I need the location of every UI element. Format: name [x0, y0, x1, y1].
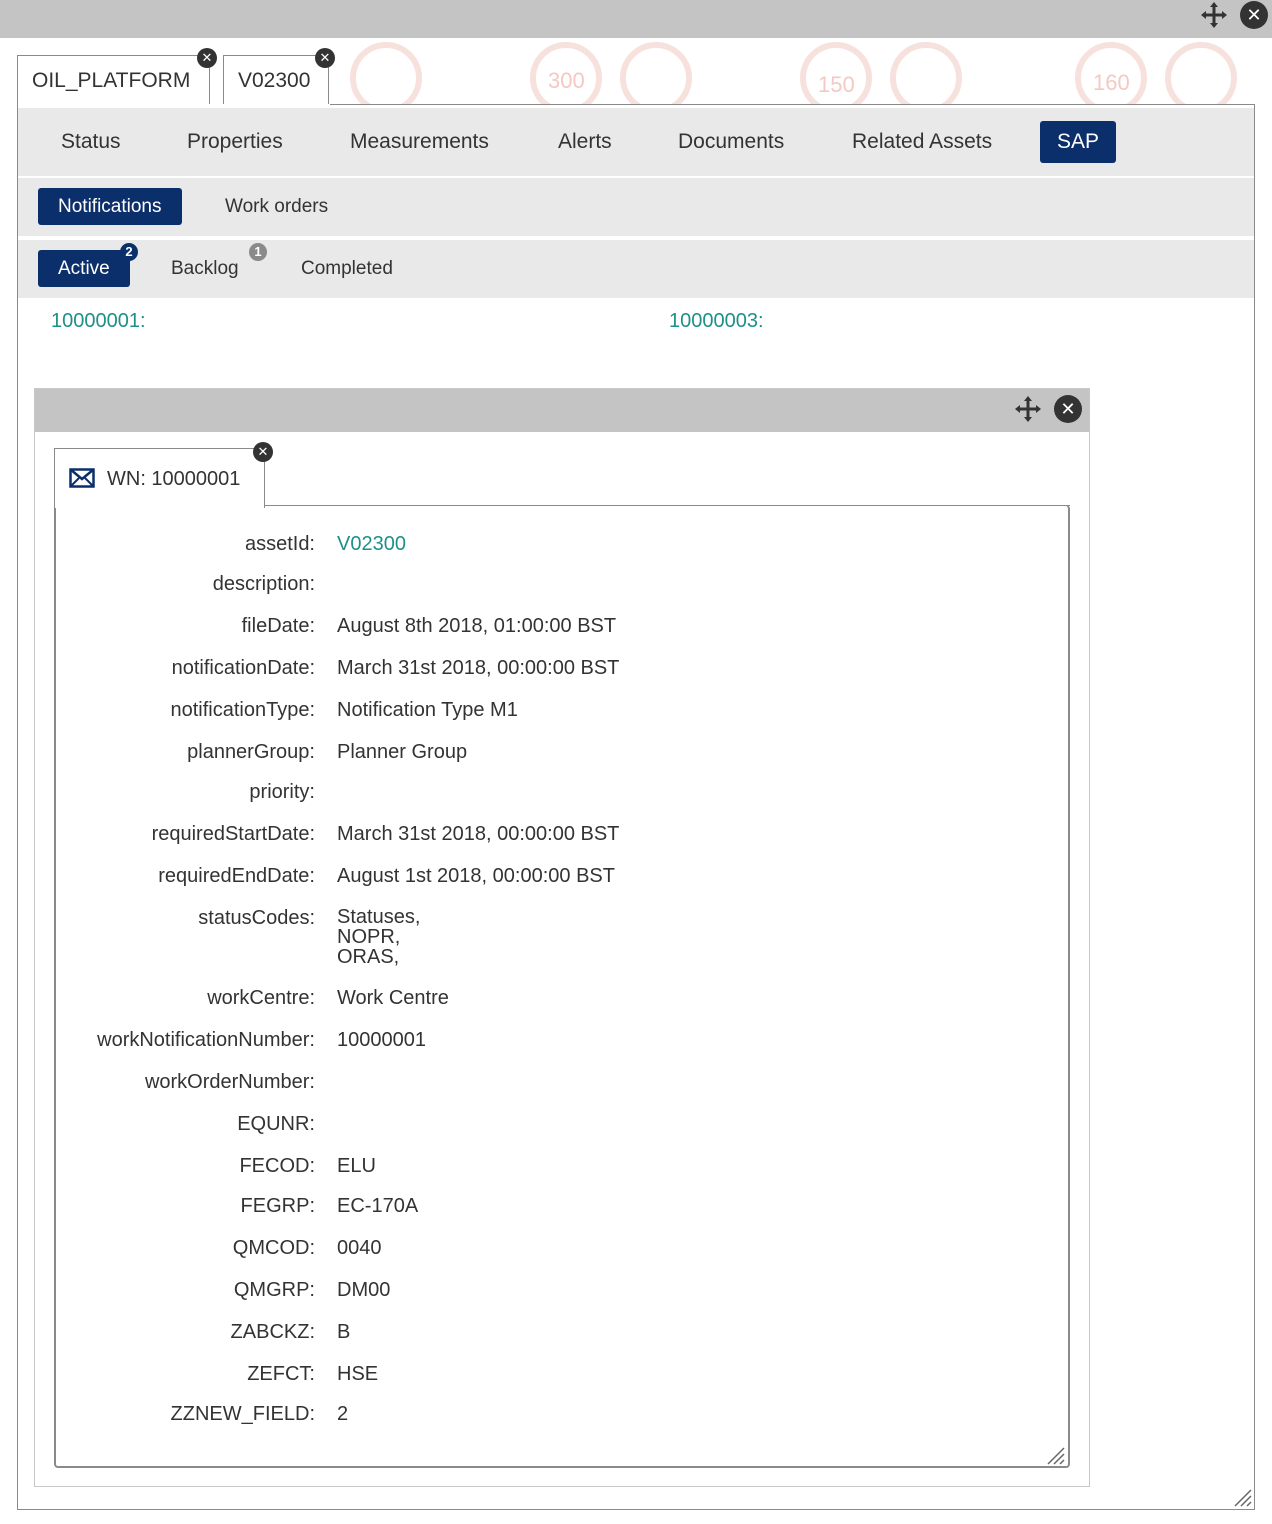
envelope-icon — [69, 468, 95, 488]
backlog-count-badge: 1 — [249, 243, 267, 261]
resize-handle-icon[interactable] — [1046, 1446, 1066, 1466]
tab-properties[interactable]: Properties — [187, 130, 283, 153]
field-value: August 1st 2018, 00:00:00 BST — [337, 865, 615, 887]
field-label: FEGRP: — [240, 1195, 315, 1217]
tab-notifications[interactable]: Notifications — [38, 188, 182, 225]
field-label: statusCodes: — [198, 907, 315, 929]
move-arrows-icon[interactable] — [1199, 0, 1229, 30]
field-label: description: — [212, 573, 315, 595]
secondary-nav — [18, 178, 1254, 236]
field-value: Planner Group — [337, 741, 468, 763]
field-label: EQUNR: — [237, 1113, 315, 1135]
field-value: Notification Type M1 — [337, 699, 518, 721]
field-label: plannerGroup: — [187, 741, 315, 763]
field-value-line: NOPR, — [337, 926, 401, 948]
tab-label: OIL_PLATFORM — [32, 69, 191, 92]
field-value: Work Centre — [337, 987, 449, 1009]
field-value-line: Statuses, — [337, 906, 421, 928]
status-nav — [18, 240, 1254, 298]
field-value: EC-170A — [337, 1195, 419, 1217]
gauge-value: 300 — [548, 68, 585, 93]
field-value: 10000001 — [337, 1029, 426, 1051]
tab-v02300[interactable] — [223, 55, 329, 105]
tab-measurements[interactable]: Measurements — [350, 130, 489, 153]
tab-active[interactable]: Active — [38, 250, 130, 287]
close-icon[interactable]: ✕ — [1240, 1, 1268, 29]
close-tab-icon[interactable]: ✕ — [197, 48, 217, 68]
primary-nav — [18, 108, 1254, 176]
field-label: notificationDate: — [171, 657, 315, 679]
tab-completed[interactable]: Completed — [301, 258, 393, 279]
field-label: ZZNEW_FIELD: — [170, 1403, 315, 1425]
window-titlebar[interactable] — [0, 0, 1272, 38]
divider — [264, 505, 1070, 506]
tab-sap[interactable]: SAP — [1040, 121, 1116, 163]
field-label: requiredEndDate: — [158, 865, 315, 887]
field-label: requiredStartDate: — [151, 823, 315, 845]
gauge-value: 160 — [1093, 70, 1130, 95]
tab-label: V02300 — [238, 69, 311, 92]
field-value — [337, 907, 420, 967]
tab-backlog[interactable]: Backlog — [171, 258, 239, 279]
gauge-value: 150 — [818, 72, 855, 97]
close-tab-icon[interactable]: ✕ — [315, 48, 335, 68]
field-label: fileDate: — [241, 615, 315, 637]
field-value: HSE — [337, 1363, 379, 1385]
tab-documents[interactable]: Documents — [678, 130, 785, 153]
field-label: workOrderNumber: — [144, 1071, 315, 1093]
field-label: ZABCKZ: — [230, 1321, 315, 1343]
tab-work-orders[interactable]: Work orders — [225, 196, 329, 217]
move-arrows-icon[interactable] — [1013, 394, 1043, 424]
field-value: March 31st 2018, 00:00:00 BST — [337, 823, 620, 845]
field-label: workCentre: — [207, 987, 315, 1009]
notification-link[interactable]: 10000001: — [51, 310, 146, 332]
field-value: March 31st 2018, 00:00:00 BST — [337, 657, 620, 679]
tab-oil-platform[interactable] — [17, 55, 210, 105]
tab-alerts[interactable]: Alerts — [558, 130, 612, 153]
field-value: DM00 — [337, 1279, 391, 1301]
field-value-line: ORAS, — [337, 946, 400, 968]
field-label: QMGRP: — [233, 1279, 315, 1301]
tab-label: WN: 10000001 — [107, 468, 241, 490]
field-value: B — [337, 1321, 351, 1343]
field-label: assetId: — [244, 533, 315, 555]
field-label: priority: — [249, 781, 315, 803]
tab-work-notification[interactable] — [54, 448, 265, 508]
tab-related-assets[interactable]: Related Assets — [852, 130, 993, 153]
field-value: August 8th 2018, 01:00:00 BST — [337, 615, 617, 637]
field-label: ZEFCT: — [247, 1363, 315, 1385]
notification-link[interactable]: 10000003: — [669, 310, 764, 332]
resize-handle-icon[interactable] — [1233, 1488, 1253, 1508]
close-tab-icon[interactable]: ✕ — [253, 442, 273, 462]
divider — [330, 104, 1255, 105]
active-count-badge: 2 — [120, 243, 138, 261]
tab-status[interactable]: Status — [61, 130, 121, 153]
field-value: 0040 — [337, 1237, 382, 1259]
field-label: workNotificationNumber: — [97, 1029, 315, 1051]
field-label: FECOD: — [239, 1155, 315, 1177]
field-value: ELU — [337, 1155, 376, 1177]
dialog-titlebar[interactable] — [35, 389, 1089, 432]
field-label: QMCOD: — [232, 1237, 315, 1259]
field-label: notificationType: — [170, 699, 315, 721]
asset-link[interactable]: V02300 — [337, 533, 406, 555]
close-icon[interactable]: ✕ — [1054, 395, 1082, 423]
field-value: 2 — [337, 1403, 349, 1425]
